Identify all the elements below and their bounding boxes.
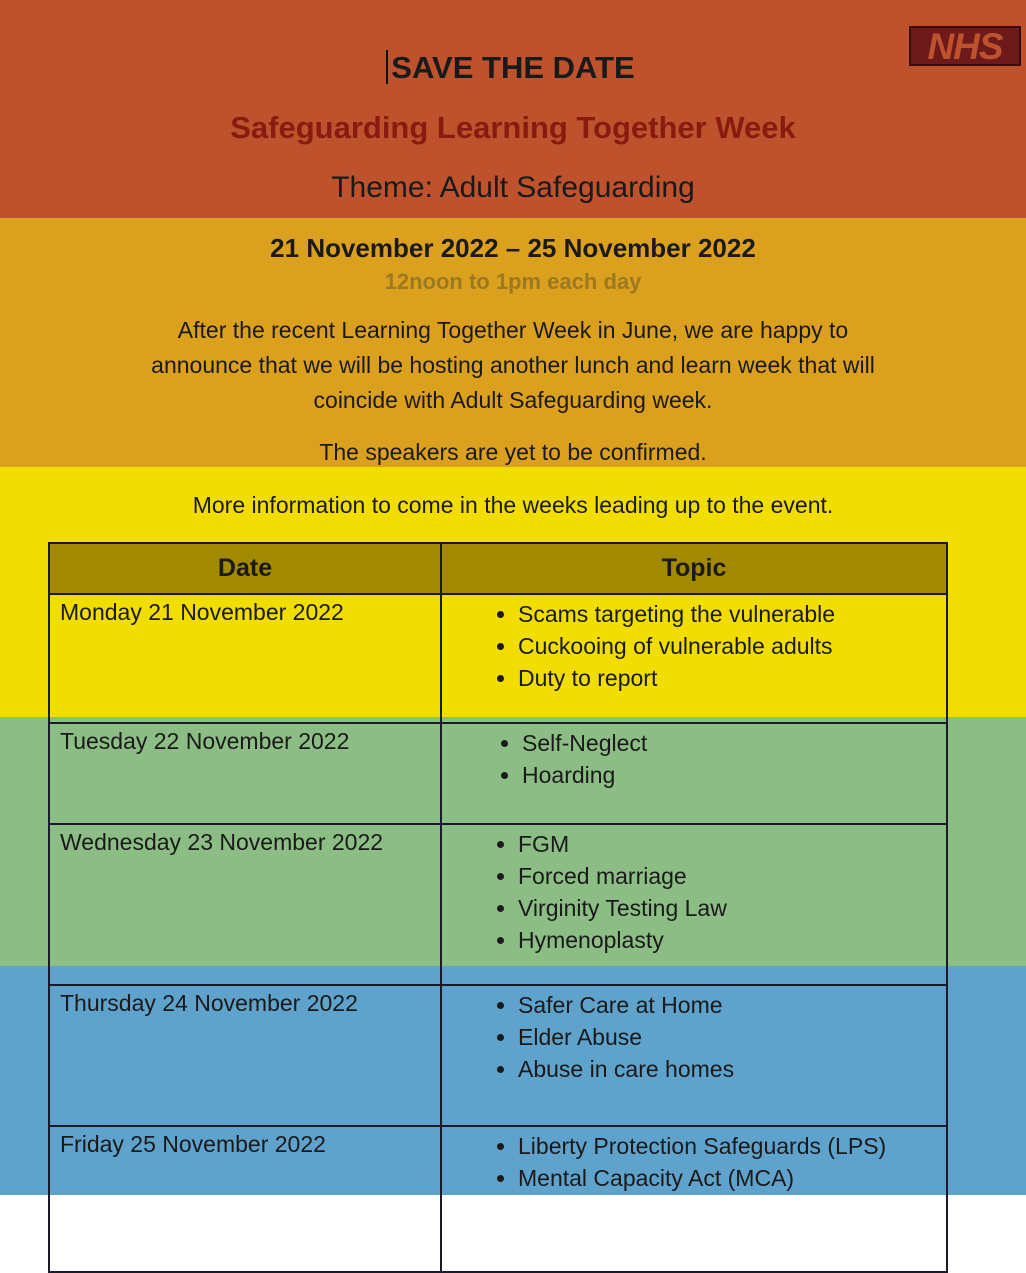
- list-item: • Abuse in care homes: [518, 1054, 946, 1086]
- date-column-header: Date: [49, 543, 441, 594]
- list-item: • Safer Care at Home: [518, 990, 946, 1022]
- intro-line-1: After the recent Learning Together Week in June, we are happy to: [177, 317, 849, 343]
- topic-list: [442, 728, 946, 792]
- table-row: [49, 594, 947, 723]
- list-item: • Virginity Testing Law: [518, 893, 946, 925]
- nhs-logo: NHS: [909, 26, 1021, 66]
- table-header-row: [49, 543, 947, 594]
- topic-cell: [441, 824, 947, 985]
- list-item: • FGM: [518, 829, 946, 861]
- topic-list: [442, 829, 946, 957]
- date-cell: Friday 25 November 2022: [49, 1126, 441, 1272]
- table-row: [49, 824, 947, 985]
- date-cell: Tuesday 22 November 2022: [49, 723, 441, 824]
- intro-line-3: coincide with Adult Safeguarding week.: [313, 387, 713, 413]
- list-item: • Self-Neglect: [522, 728, 946, 760]
- list-item: • Duty to report: [518, 663, 946, 695]
- topic-cell: [441, 723, 947, 824]
- event-theme: Theme: Adult Safeguarding: [331, 171, 695, 204]
- date-cell: Wednesday 23 November 2022: [49, 824, 441, 985]
- list-item: • Elder Abuse: [518, 1022, 946, 1054]
- list-item: • Forced marriage: [518, 861, 946, 893]
- topic-list: [442, 599, 946, 695]
- list-item: • Hoarding: [522, 760, 946, 792]
- intro-line-2: announce that we will be hosting another lunch and learn week that will: [151, 352, 875, 378]
- save-the-date-heading: SAVE THE DATE: [391, 50, 635, 85]
- date-cell: Thursday 24 November 2022: [49, 985, 441, 1126]
- table-row: [49, 985, 947, 1126]
- table-row: [49, 1126, 947, 1272]
- list-item: • Hymenoplasty: [518, 925, 946, 957]
- date-cell: Monday 21 November 2022: [49, 594, 441, 723]
- table-row: [49, 723, 947, 824]
- speakers-note: The speakers are yet to be confirmed.: [319, 439, 707, 465]
- list-item: • Cuckooing of vulnerable adults: [518, 631, 946, 663]
- event-date-range: 21 November 2022 – 25 November 2022: [270, 233, 756, 263]
- more-info-note: More information to come in the weeks leading up to the event.: [192, 492, 834, 518]
- list-item: • Scams targeting the vulnerable: [518, 599, 946, 631]
- list-item: • Mental Capacity Act (MCA): [518, 1163, 946, 1195]
- event-time: 12noon to 1pm each day: [384, 269, 642, 294]
- schedule-table: [48, 542, 948, 1273]
- topic-cell: [441, 594, 947, 723]
- topic-list: [442, 1131, 946, 1195]
- topic-cell: [441, 1126, 947, 1272]
- topic-list: [442, 990, 946, 1086]
- topic-column-header: Topic: [441, 543, 947, 594]
- topic-cell: [441, 985, 947, 1126]
- list-item: • Liberty Protection Safeguards (LPS): [518, 1131, 946, 1163]
- event-title: Safeguarding Learning Together Week: [230, 110, 796, 145]
